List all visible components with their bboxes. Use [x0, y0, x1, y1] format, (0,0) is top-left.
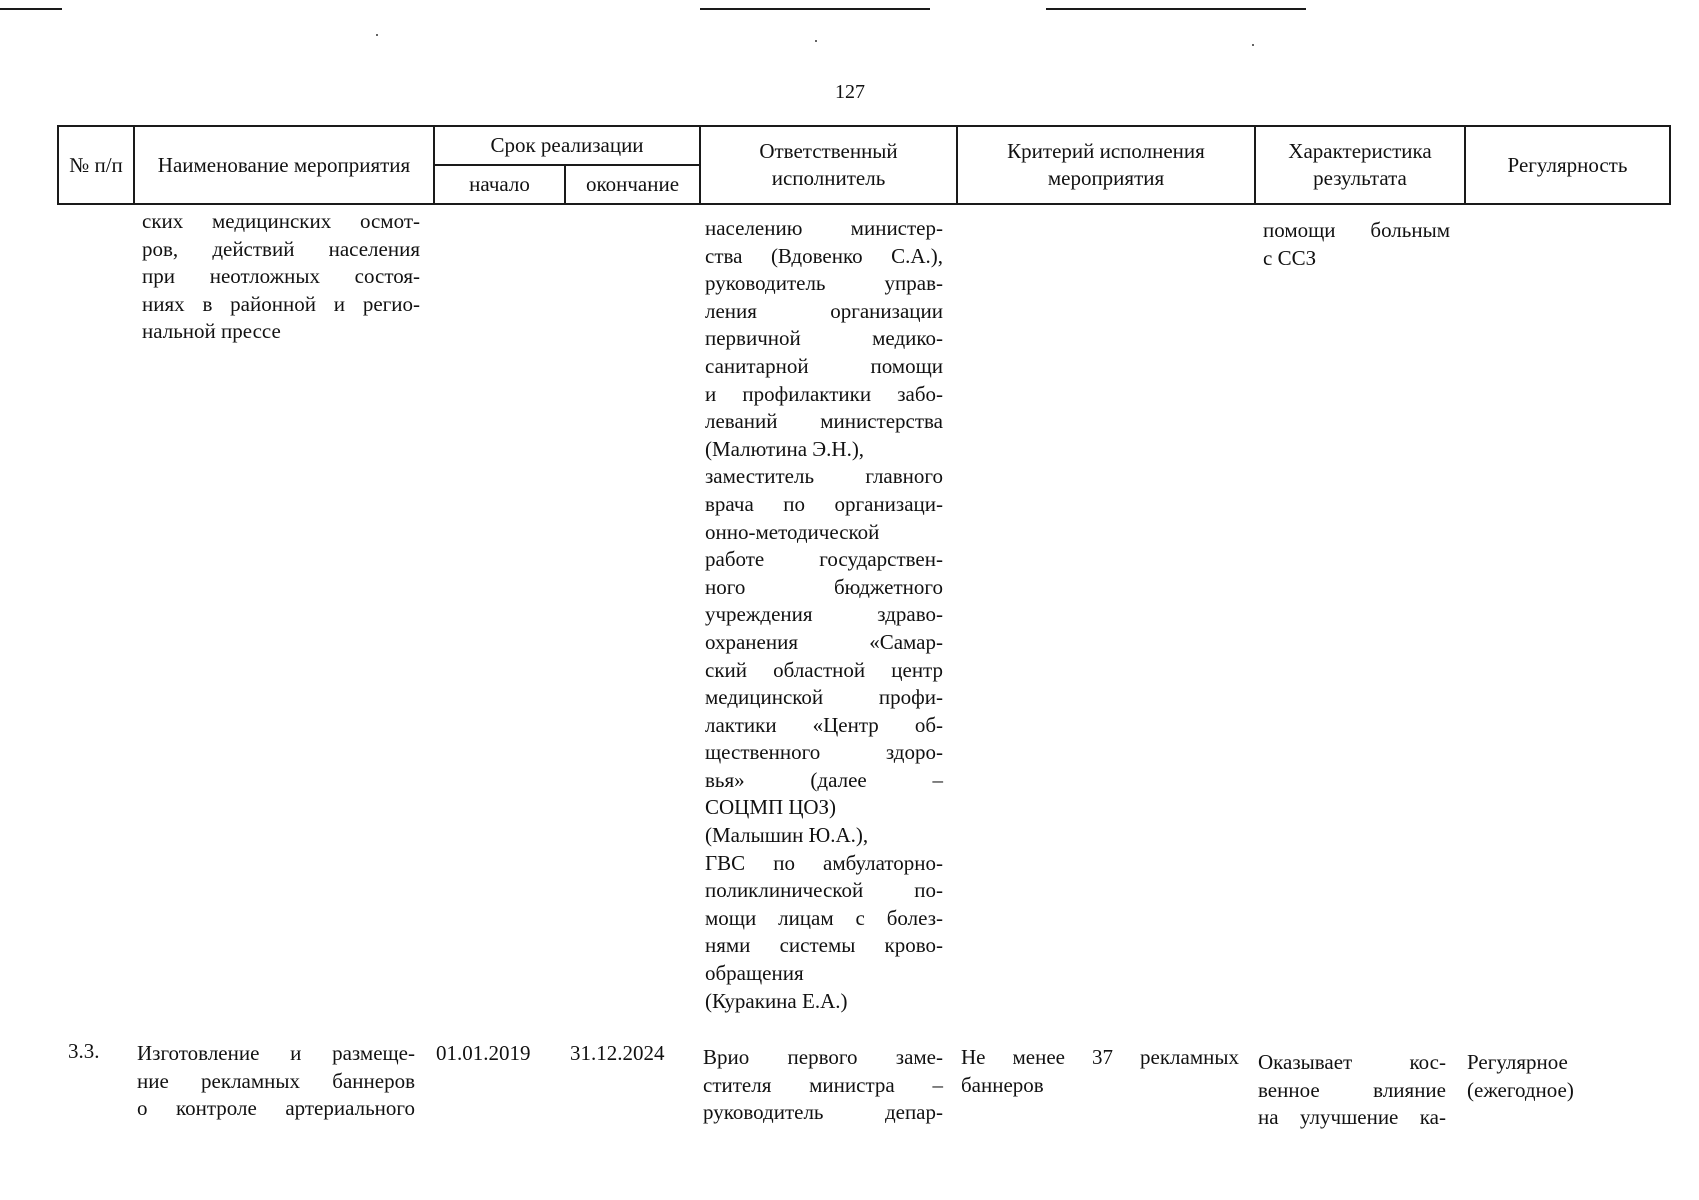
text-line: первичной медико- — [705, 326, 943, 351]
scan-speck — [1252, 44, 1254, 46]
header-num: № п/п — [58, 126, 134, 204]
text-line: венное влияние — [1258, 1077, 1446, 1102]
scan-rule — [0, 8, 62, 10]
text-line: ства (Вдовенко С.А.), — [705, 243, 943, 268]
text-line: на улучшение ка- — [1258, 1105, 1446, 1130]
header-result: Характеристика результата — [1255, 126, 1465, 204]
scan-rule — [1046, 8, 1306, 10]
text-line: лактики «Центр об- — [705, 712, 943, 737]
header-start: начало — [434, 165, 565, 204]
continued-result — [1263, 217, 1450, 272]
text-line: поликлинической по- — [705, 878, 943, 903]
text-line: руководитель управ- — [705, 271, 943, 296]
row-3-3-num: 3.3. — [68, 1039, 100, 1063]
text-line: нями системы крово- — [705, 933, 943, 958]
scan-rule — [700, 8, 930, 10]
text-line: (Малютина Э.Н.), — [705, 436, 865, 461]
text-line: работе государствен- — [705, 547, 943, 572]
scan-speck — [376, 34, 378, 36]
table-header — [57, 125, 1671, 205]
header-criterion: Критерий исполнения мероприятия — [957, 126, 1255, 204]
text-line: ский областной центр — [705, 657, 943, 682]
text-line: при неотложных состоя- — [142, 264, 420, 289]
continued-responsible — [705, 215, 943, 1015]
text-line: врача по организаци- — [705, 491, 943, 516]
text-line: руководитель депар- — [703, 1100, 943, 1125]
text-line: санитарной помощи — [705, 353, 943, 378]
text-line: щественного здоро- — [705, 740, 943, 765]
text-line: СОЦМП ЦОЗ) — [705, 795, 836, 820]
text-line: ГВС по амбулаторно- — [705, 850, 943, 875]
text-line: стителя министра – — [703, 1072, 943, 1097]
row-3-3-end: 31.12.2024 — [570, 1041, 665, 1065]
text-line: нальной прессе — [142, 319, 281, 344]
text-line: вья» (далее – — [705, 767, 943, 792]
header-end: окончание — [565, 165, 700, 204]
row-3-3-result — [1258, 1049, 1446, 1132]
text-line: онно-методической — [705, 519, 880, 544]
text-line: Врио первого заме- — [703, 1045, 943, 1069]
text-line: ниях в районной и регио- — [142, 291, 420, 316]
page-number: 127 — [835, 81, 865, 103]
text-line: Изготовление и размеще- — [137, 1041, 415, 1065]
header-responsible: Ответственный исполнитель — [700, 126, 957, 204]
row-3-3-name — [137, 1040, 415, 1123]
text-line: учреждения здраво- — [705, 602, 943, 627]
text-line: Регулярное — [1467, 1050, 1568, 1074]
text-line: и профилактики забо- — [705, 381, 943, 406]
header-regularity: Регулярность — [1465, 126, 1670, 204]
text-line: ние рекламных баннеров — [137, 1068, 415, 1093]
text-line: (Малышин Ю.А.), — [705, 823, 869, 848]
text-line: охранения «Самар- — [705, 629, 943, 654]
text-line: о контроле артериального — [137, 1096, 415, 1121]
text-line: ления организации — [705, 298, 943, 323]
row-3-3-start: 01.01.2019 — [436, 1041, 531, 1065]
text-line: населению министер- — [705, 216, 943, 240]
text-line: обращения — [705, 961, 804, 986]
header-name: Наименование мероприятия — [134, 126, 434, 204]
row-3-3-regularity — [1467, 1049, 1637, 1104]
text-line: ного бюджетного — [705, 574, 943, 599]
text-line: ских медицинских осмот- — [142, 209, 420, 233]
header-period: Срок реализации — [434, 126, 700, 165]
text-line: (ежегодное) — [1467, 1077, 1574, 1102]
text-line: мощи лицам с болез- — [705, 905, 943, 930]
text-line: Оказывает кос- — [1258, 1050, 1446, 1074]
text-line: ров, действий населения — [142, 236, 420, 261]
text-line: медицинской профи- — [705, 685, 943, 710]
scan-speck — [815, 40, 817, 42]
text-line: (Куракина Е.А.) — [705, 988, 848, 1013]
text-line: леваний министерства — [705, 409, 943, 434]
continued-name — [142, 208, 420, 346]
text-line: помощи больным — [1263, 218, 1450, 242]
text-line: с ССЗ — [1263, 245, 1317, 270]
row-3-3-criterion: Не менее 37 рекламных баннеров — [961, 1045, 1239, 1097]
row-3-3-responsible — [703, 1044, 943, 1127]
text-line: заместитель главного — [705, 464, 943, 489]
